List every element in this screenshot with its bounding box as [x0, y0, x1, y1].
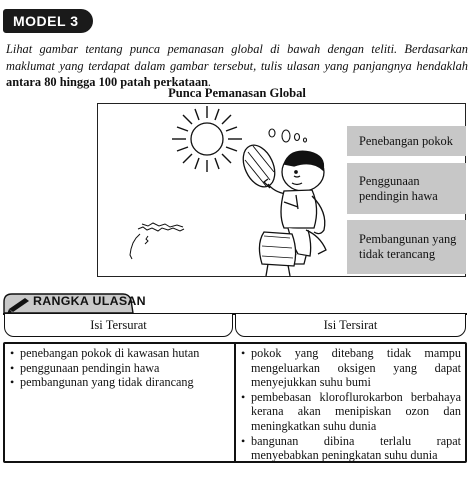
bullet-icon: •: [241, 346, 246, 360]
cause-label-unplanned-development-text: Pembangunan yang tidak terancang: [359, 232, 457, 261]
list-item-text: pokok yang ditebang tidak mampu mengeluarkan oksigen yang dapat menyejukkan suhu bumi: [251, 346, 461, 390]
boy-figure: [237, 140, 326, 276]
instructions: [6, 41, 468, 91]
model-badge: [3, 9, 93, 33]
list-item: [8, 375, 230, 390]
bullet-icon: •: [241, 389, 246, 404]
list-item: [239, 434, 461, 463]
picture-frame: [97, 103, 466, 277]
list-item: [239, 390, 461, 434]
cause-label-air-conditioning-text: Penggunaan pendingin hawa: [359, 173, 438, 203]
column-header-tersirat-label: Isi Tersirat: [323, 318, 378, 332]
cause-label-deforestation: [347, 126, 466, 156]
list-item-text: pembebasan kloroflurokarbon berbahaya kerana akan menipiskan ozon dan meningkatkan suhu dunia: [251, 389, 461, 433]
bullet-icon: •: [10, 375, 15, 390]
tersurat-list: [8, 346, 230, 390]
list-item-text: bangunan dibina terlalu rapat menyebabkan peningkatan suhu dunia: [251, 433, 461, 463]
section-label: RANGKA ULASAN: [33, 294, 146, 308]
column-divider: [234, 343, 236, 462]
list-item-text: penebangan pokok di kawasan hutan: [20, 346, 200, 360]
instructions-word-limit: antara 80 hingga 100 patah perkataan: [6, 75, 209, 90]
bullet-icon: •: [10, 346, 15, 360]
list-item: [8, 346, 230, 361]
list-item-text: pembangunan yang tidak dirancang: [20, 375, 194, 390]
column-header-tersirat: [235, 313, 466, 337]
sun-icon: [172, 106, 242, 172]
list-item: [8, 361, 230, 376]
cause-label-air-conditioning: [347, 163, 466, 214]
cause-label-unplanned-development: [347, 220, 466, 274]
column-header-tersurat: [4, 313, 233, 337]
figure-title: Punca Pemanasan Global: [168, 86, 306, 100]
bullet-icon: •: [241, 433, 246, 448]
model-badge-label: MODEL 3: [13, 13, 79, 29]
instructions-text: Lihat gambar tentang punca pemanasan global di bawah dengan teliti. Berdasarkan maklumat yang terdapat dalam gambar tersebut, tulis ulasan yang panjangnya hendaklah: [6, 42, 468, 73]
list-item: [239, 346, 461, 390]
tersirat-list: [239, 346, 461, 463]
sweat-bubbles: [269, 129, 307, 142]
list-item-text: penggunaan pendingin hawa: [20, 360, 160, 375]
dry-grass: [130, 223, 184, 259]
cause-label-deforestation-text: Penebangan pokok: [359, 133, 453, 148]
bullet-icon: •: [10, 360, 15, 375]
instructions-end: .: [208, 75, 212, 90]
column-header-tersurat-label: Isi Tersurat: [90, 318, 147, 332]
